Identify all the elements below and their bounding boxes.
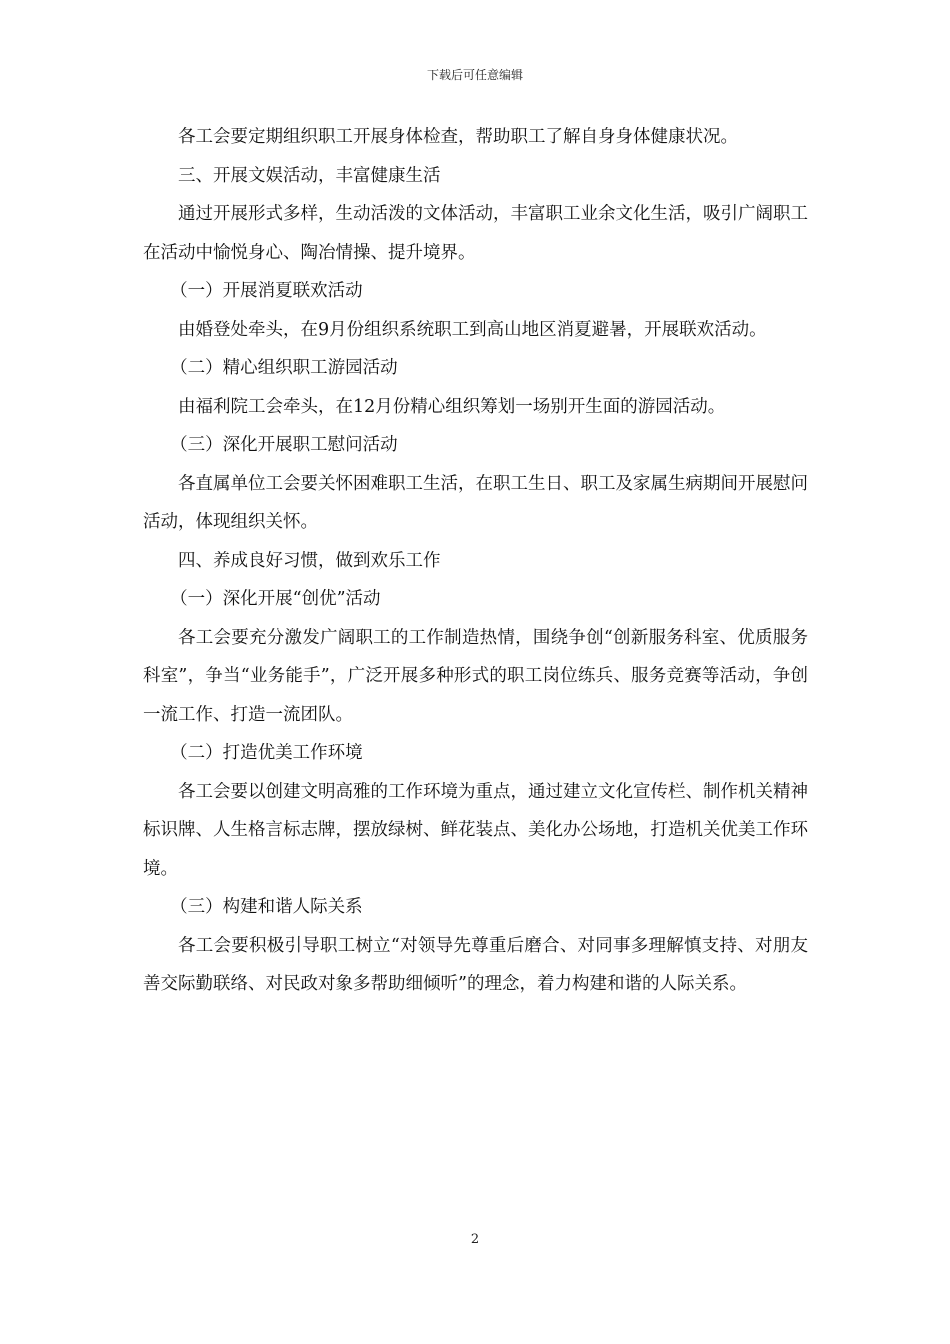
paragraph-7: 各工会要以创建文明高雅的工作环境为重点，通过建立文化宣传栏、制作机关精神标识牌、人生格言标志牌，摆放绿树、鲜花装点、美化办公场地，打造机关优美工作环境。 <box>143 781 808 879</box>
subheading-4-2: （二）打造优美工作环境 <box>170 743 363 763</box>
document-body <box>143 118 808 1004</box>
paragraph-2: 通过开展形式多样，生动活泼的文体活动，丰富职工业余文化生活，吸引广阔职工在活动中愉悦身心、陶冶情操、提升境界。 <box>143 204 808 263</box>
page-number: 2 <box>470 1232 480 1247</box>
subheading-3-1: （一）开展消夏联欢活动 <box>170 281 363 301</box>
paragraph-3: 由婚登处牵头，在9月份组织系统职工到高山地区消夏避暑，开展联欢活动。 <box>178 319 767 340</box>
paragraph-5: 各直属单位工会要关怀困难职工生活，在职工生日、职工及家属生病期间开展慰问活动，体现组织关怀。 <box>143 473 808 532</box>
subheading-3-2: （二）精心组织职工游园活动 <box>170 358 398 378</box>
paragraph-1: 各工会要定期组织职工开展身体检查，帮助职工了解自身身体健康状况。 <box>178 127 738 147</box>
paragraph-8: 各工会要积极引导职工树立“对领导先尊重后磨合、对同事多理解慎支持、对朋友善交际勤联络、对民政对象多帮助细倾听”的理念，着力构建和谐的人际关系。 <box>143 935 808 994</box>
section-heading-3: 三、开展文娱活动，丰富健康生活 <box>178 165 441 186</box>
paragraph-6: 各工会要充分激发广阔职工的工作制造热情，围绕争创“创新服务科室、优质服务科室”，争当“业务能手”，广泛开展多种形式的职工岗位练兵、服务竞赛等活动，争创一流工作、打造一流团队。 <box>143 627 808 725</box>
subheading-3-3: （三）深化开展职工慰问活动 <box>170 435 398 455</box>
subheading-4-1: （一）深化开展“创优”活动 <box>170 589 381 609</box>
subheading-4-3: （三）构建和谐人际关系 <box>170 897 363 917</box>
section-heading-4: 四、养成良好习惯，做到欢乐工作 <box>178 550 441 571</box>
page-header: 下载后可任意编辑 <box>426 68 523 82</box>
paragraph-4: 由福利院工会牵头，在12月份精心组织筹划一场别开生面的游园活动。 <box>178 396 726 417</box>
